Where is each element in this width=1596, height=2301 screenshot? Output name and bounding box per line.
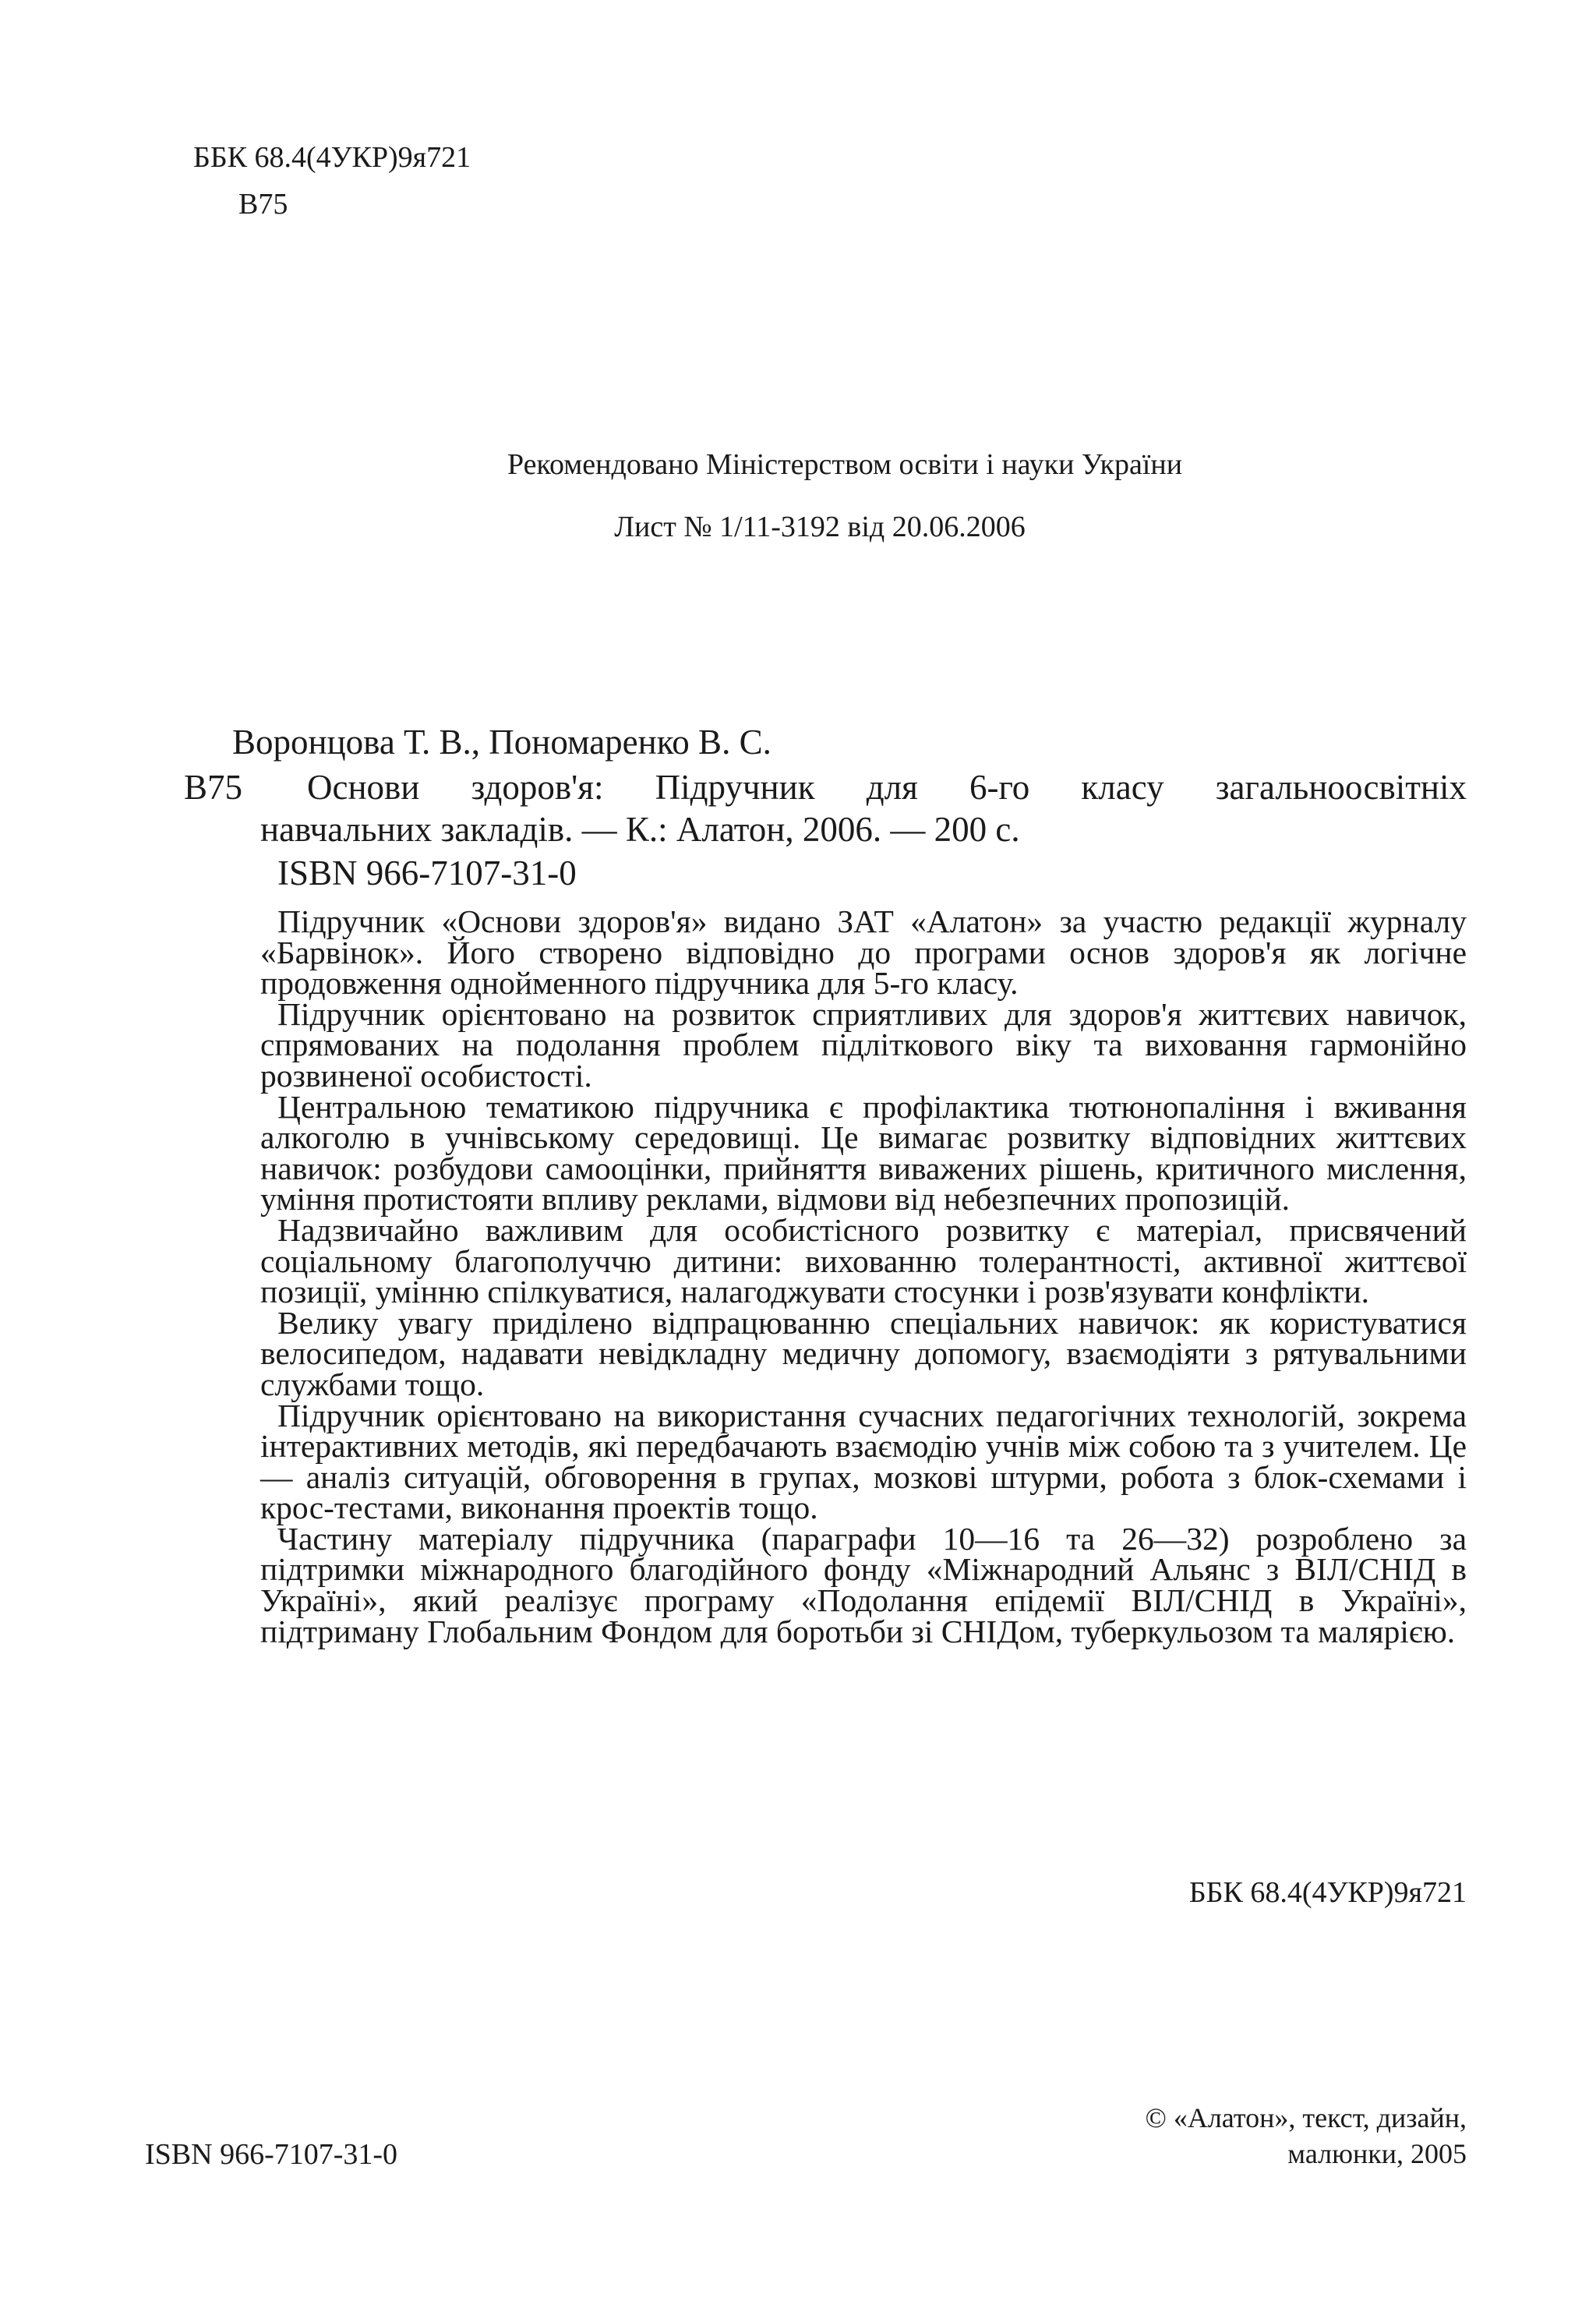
annotation-paragraph: Підручник орієнтовано на розвиток сприятливих для здоров'я життєвих навичок, спрямованих на подолання проблем підліткового віку та виховання гармонійно розвиненої особистості.: [260, 995, 1467, 1094]
annotation-paragraph: Підручник «Основи здоров'я» видано ЗАТ «Алатон» за участю редакції журналу «Барвінок». Його створено відповідно до програми основ здоров'я як логічне продовження однойменного підручника для 5-го класу.: [260, 903, 1467, 1002]
biblio-author-mark: В75: [184, 768, 243, 807]
authors: Воронцова Т. В., Пономаренко В. С.: [232, 723, 772, 762]
ministry-recommendation: Рекомендовано Міністерством освіти і науки України: [507, 448, 1183, 481]
book-title-line-2: навчальних закладів. — К.: Алатон, 2006. — 200 с.: [260, 810, 1020, 849]
approval-letter: Лист № 1/11-3192 від 20.06.2006: [614, 511, 1026, 543]
annotation-paragraph: Підручник орієнтовано на використання сучасних педагогічних технологій, зокрема інтерактивних методів, які передбачають взаємодію учнів між собою та з учителем. Це — аналіз ситуацій, обговорення в групах, мозкові штурми, робота з блок-схемами і крос-тестами, виконання проектів тощо.: [260, 1397, 1467, 1526]
annotation-paragraph: Центральною тематикою підручника є профілактика тютюнопаління і вживання алкоголю в учнівському середовищі. Це вимагає розвитку відповідних життєвих навичок: розбудови самооцінки, прийняття виважених рішень, критичного мислення, уміння протистояти впливу реклами, відмови від небезпечних пропозицій.: [260, 1088, 1467, 1218]
bbk-classification: ББК 68.4(4УКР)9я721: [193, 141, 471, 174]
copyright-notice: [1145, 2100, 1467, 2172]
author-mark: В75: [238, 188, 288, 221]
book-title-line-1: Основи здоров'я: Підручник для 6-го класу загальноосвітніх: [307, 768, 1467, 807]
biblio-isbn: ISBN 966-7107-31-0: [277, 854, 577, 892]
copyright-line-1: © «Алатон», текст, дизайн,: [1145, 2102, 1467, 2133]
copyright-line-2: малюнки, 2005: [1287, 2138, 1467, 2169]
annotation-paragraph: Частину матеріалу підручника (параграфи 10—16 та 26—32) розроблено за підтримки міжнародного благодійного фонду «Міжнародний Альянс з ВІЛ/СНІД в Україні», який реалізує програму «Подолання епідемії ВІЛ/СНІД в Україні», підтриману Глобальним Фондом для боротьби зі СНІДом, туберкульозом та малярією.: [260, 1520, 1467, 1649]
footer-isbn: ISBN 966-7107-31-0: [145, 2138, 398, 2171]
annotation: [260, 903, 1467, 1649]
footer-bbk: ББК 68.4(4УКР)9я721: [1188, 1876, 1467, 1909]
annotation-paragraph: Велику увагу приділено відпрацюванню спеціальних навичок: як користуватися велосипедом, надавати невідкладну медичну допомогу, взаємодіяти з рятувальними службами тощо.: [260, 1304, 1467, 1402]
annotation-paragraph: Надзвичайно важливим для особистісного розвитку є матеріал, присвячений соціальному благополуччю дитини: вихованню толерантності, активної життєвої позиції, умінню спілкуватися, налагоджувати стосунки і розв'язувати конфлікти.: [260, 1211, 1467, 1310]
